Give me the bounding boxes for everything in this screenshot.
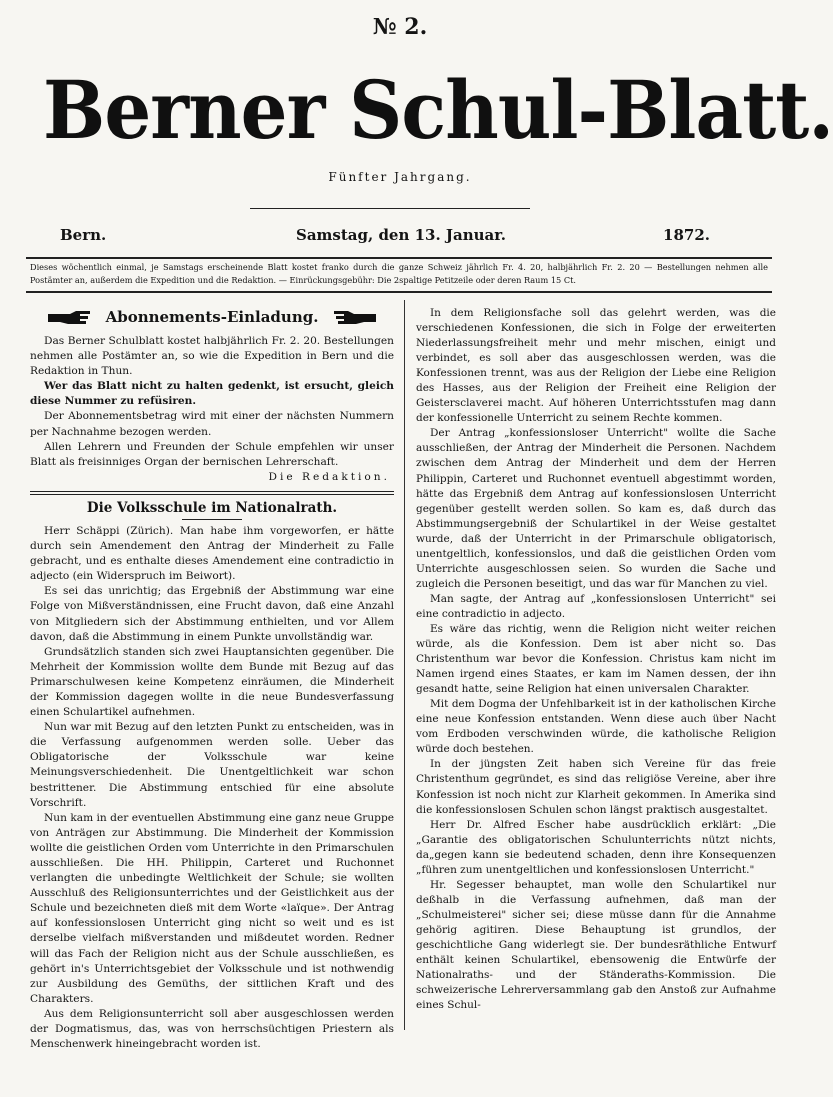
volume-subtitle: Fünfter Jahrgang. bbox=[328, 170, 472, 184]
left-column bbox=[30, 306, 394, 1051]
article-right-paragraph: Es wäre das richtig, wenn die Religion nicht weiter reichen würde, als die Konfession. Dem ist aber nicht so. Das Christenthum war bevor die Konfession. Christus kam nicht im Namen irgend eines Staates, er kam im Namen dessen, der ihn gesandt hatte, seine Religion hat einen universalen Charakter. bbox=[416, 622, 776, 696]
section-double-rule bbox=[30, 491, 394, 495]
article-right-paragraph: Herr Dr. Alfred Escher habe ausdrücklich erklärt: „Die „Garantie des obligatorischen Schulunterrichts nützt nichts, da„gegen kann sie bedeutend schaden, denn ihre Konsequenzen „führen zum unentgeltlichen und konfessionslosen Unterricht." bbox=[416, 818, 776, 876]
pointing-hand-left-icon bbox=[332, 310, 378, 326]
column-divider bbox=[404, 300, 405, 1030]
abo-paragraph-4: Allen Lehrern und Freunden der Schule empfehlen wir unser Blatt als freisinniges Organ der bernischen Lehrerschaft. bbox=[30, 440, 394, 468]
article-left-paragraph: Es sei das unrichtig; das Ergebniß der Abstimmung war eine Folge von Mißverständnissen, eine Frucht davon, daß eine Anzahl von Mitgliedern sich der Abstimmung enthielten, und vor Allem davon, daß die Abstimmung in einem Punkte unvollständig war. bbox=[30, 585, 394, 643]
article-right-paragraph: Hr. Segesser behauptet, man wolle den Schulartikel nur deßhalb in die Verfassung aufnehmen, daß man der „Schulmeisterei" sicher sei; diese müsse dann für die Annahme gehörig agitiren. Diese Behauptung ist grundlos, der geschichtliche Gang widerlegt sie. Der bundesräthliche Entwurf enthält keinen Schulartikel, ebensowenig die Entwürfe der Nationalraths- und der Ständeraths-Kommission. Die schweizerische Lehrerversammlang gab den Anstoß zur Aufnahme eines Schul- bbox=[416, 878, 776, 1012]
article-left-paragraph: Grundsätzlich standen sich zwei Hauptansichten gegenüber. Die Mehrheit der Kommission wollte dem Bunde mit Bezug auf das Primarschulwesen keine Kompetenz einräumen, die Minderheit der Kommission dagegen wollte in die neue Bundesverfassung einen Schulartikel aufnehmen. bbox=[30, 645, 394, 719]
abo-paragraph-2: Wer das Blatt nicht zu halten gedenkt, ist ersucht, gleich diese Nummer zu refüsiren. bbox=[30, 380, 394, 408]
article-right-paragraph: Der Antrag „konfessionsloser Unterricht" wollte die Sache ausschließen, der Antrag der Minderheit die Personen. Nachdem zwischen dem Antrag der Minderheit und dem der Herren Philippin, Carteret und Ruchonnet eventuell abgestimmt worden, hätte das Ergebniß dem Antrag auf konfessionslosen Unterricht gegenüber gestellt werden sollen. So kam es, daß durch das Abstimmungsergebniß der Schulartikel in der Weise gestaltet wurde, daß der Unterricht in der Primarschule obligatorisch, unentgeltlich, konfessionslos, und daß die geistlichen Orden vom Unterrichte ausgeschlossen seien. So wurden die Sache und zugleich die Personen beseitigt, und das war für Manchen zu viel. bbox=[416, 427, 776, 590]
article-title-rule bbox=[182, 519, 242, 520]
abo-paragraph-1: Das Berner Schulblatt kostet halbjährlich Fr. 2. 20. Bestellungen nehmen alle Postämter an, so wie die Expedition in Bern und die Redaktion in Thun. bbox=[30, 335, 394, 378]
abo-heading bbox=[30, 306, 394, 330]
right-column bbox=[416, 306, 776, 1031]
dateline-place: Bern. bbox=[60, 226, 107, 244]
dateline bbox=[60, 226, 710, 248]
abo-signature: Die Redaktion. bbox=[268, 470, 390, 483]
article-left-paragraph: Herr Schäppi (Zürich). Man habe ihm vorgeworfen, er hätte durch sein Amendement den Antrag der Minderheit zu Falle gebracht, und es enthalte dieses Amendement eine contradictio in adjecto (ein Widerspruch im Beiwort). bbox=[30, 524, 394, 583]
issue-number: № 2. bbox=[372, 14, 428, 40]
dateline-year: 1872. bbox=[663, 226, 710, 244]
article-left-paragraph: Aus dem Religionsunterricht soll aber ausgeschlossen werden der Dogmatismus, das, was von herrschsüchtigen Priestern als Menschenwerk hineingebracht worden ist. bbox=[30, 1007, 394, 1051]
pointing-hand-right-icon bbox=[46, 310, 92, 326]
abo-paragraph-3: Der Abonnementsbetrag wird mit einer der nächsten Nummern per Nachnahme bezogen werden. bbox=[30, 410, 394, 438]
subscription-notice: Dieses wöchentlich einmal, je Samstags erscheinende Blatt kostet franko durch die ganze Schweiz jährlich Fr. 4. 20, halbjährlich Fr. 2. 20 — Bestellungen nehmen alle Postämter an, außerdem die Expedition und die Redaktion. — Einrückungsgebühr: Die 2spaltige Petitzeile oder deren Raum 15 Ct. bbox=[26, 257, 772, 293]
dateline-date: Samstag, den 13. Januar. bbox=[296, 226, 507, 244]
article-left-paragraph: Nun war mit Bezug auf den letzten Punkt zu entscheiden, was in die Verfassung aufgenommen werden solle. Ueber das Obligatorische der Volksschule war keine Meinungsverschiedenheit. Die Unentgeltlichkeit war schon bestrittener. Die Abstimmung entschied für eine absolute Vorschrift. bbox=[30, 721, 394, 809]
article-right-paragraph: Man sagte, der Antrag auf „konfessionslosen Unterricht" sei eine contradictio in adjecto. bbox=[416, 592, 776, 620]
article-right-paragraph: Mit dem Dogma der Unfehlbarkeit ist in der katholischen Kirche eine neue Konfession entstanden. Wenn diese auch über Nacht vom Erdboden verschwinden würde, die katholische Religion würde doch bestehen. bbox=[416, 698, 776, 756]
abo-title: Abonnements-Einladung. bbox=[105, 308, 319, 327]
article-right-paragraph: In der jüngsten Zeit haben sich Vereine für das freie Christenthum gegründet, es sind das religiöse Vereine, aber ihre Konfession ist noch nicht zur Klarheit gekommen. In Amerika sind die konfessionslosen Schulen schon längst praktisch ausgestaltet. bbox=[416, 758, 776, 816]
article-left-paragraph: Nun kam in der eventuellen Abstimmung eine ganz neue Gruppe von Anträgen zur Abstimmung. Die Minderheit der Kommission wollte die geistlichen Orden vom Unterrichte in den Primarschulen ausschließen. Die HH. Philippin, Carteret und Ruchonnet verlangten die unbedingte Weltlichkeit der Schule; sie wollten Ausschluß des Religionsunterrichtes und der Geistlichkeit aus der Schule und bezeichneten dieß mit dem Worte «laïque». Der Antrag auf konfessionslosen Unterricht ging nicht so weit und es ist derselbe vielfach mißverstanden und mißdeutet worden. Redner will das Fach der Religion nicht aus der Schule ausschließen, es gehört in's Unterrichtsgebiet der Volksschule und ist nothwendig zur Ausbildung des Gemüths, der sittlichen Kraft und des Charakters. bbox=[30, 811, 394, 1005]
masthead-title: Berner Schul-Blatt. bbox=[43, 63, 833, 157]
article-title: Die Volksschule im Nationalrath. bbox=[86, 499, 338, 516]
article-right-paragraph: In dem Religionsfache soll das gelehrt werden, was die verschiedenen Konfessionen, die sich in Folge der erweiterten Niederlassungsfreiheit mehr und mehr mischen, einigt und verbindet, es soll aber das ausgeschlossen werden, was die Konfessionen trennt, was aus der Religion der Liebe eine Religion des Hasses, aus der Religion der Freiheit eine Religion der Geistersclaverei macht. Auf höheren Unterrichtsstufen mag dann der konfessionelle Unterricht zu seinem Rechte kommen. bbox=[416, 307, 776, 425]
title-rule bbox=[250, 208, 530, 209]
